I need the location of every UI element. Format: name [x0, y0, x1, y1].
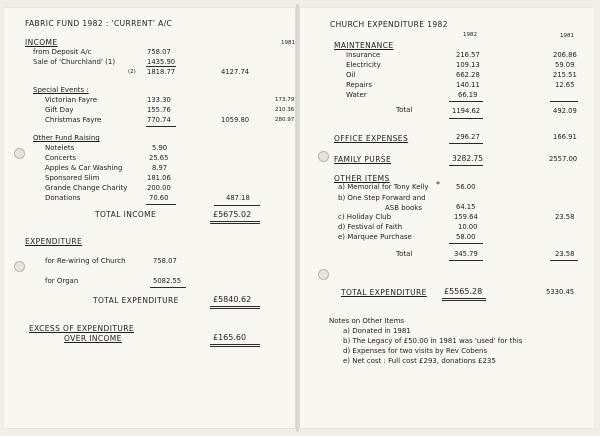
notelets-value: 5.90: [152, 144, 168, 152]
maintenance-rule: [449, 101, 483, 102]
total-expenditure-double-rule: [210, 306, 260, 309]
donations-value: 70.60: [149, 194, 169, 202]
donations-label: Donations: [45, 194, 81, 202]
memorial-label: a) Memorial for Tony Kelly: [338, 183, 429, 191]
victorian-label: Victorian Fayre: [45, 96, 98, 104]
gift-day-value: 155.76: [147, 106, 171, 114]
income-subtotal-rule: [214, 205, 260, 206]
excess-line-1: EXCESS OF EXPENDITURE: [29, 324, 134, 333]
victorian-1981: 173.79: [275, 97, 295, 103]
family-purse-label: FAMILY PURSE: [334, 155, 392, 164]
oil-label: Oil: [346, 71, 356, 79]
sale-label: Sale of 'Churchland' (1): [33, 58, 116, 66]
repairs-value: 140.11: [456, 81, 480, 89]
other-total-1981: 23.58: [555, 250, 575, 258]
office-expenses-value: 296.27: [456, 133, 480, 141]
maintenance-total-rule: [449, 118, 483, 119]
christmas-1981: 280.97: [275, 117, 295, 123]
maintenance-total-value: 1194.62: [452, 107, 481, 115]
oil-1981: 215.51: [553, 71, 577, 79]
other-total: 487.18: [226, 194, 250, 202]
water-label: Water: [346, 91, 367, 99]
one-step-label: b) One Step Forward and: [338, 194, 426, 202]
other-items-heading: OTHER ITEMS: [334, 174, 390, 183]
organ-label: for Organ: [45, 277, 79, 285]
grand-change-label: Grande Change Charity: [45, 184, 128, 192]
sponsored-label: Sponsored Slim: [45, 174, 100, 182]
repairs-label: Repairs: [346, 81, 373, 89]
note-a: a) Donated in 1981: [343, 327, 411, 335]
organ-value: 5082.55: [153, 277, 182, 285]
maintenance-heading: MAINTENANCE: [334, 41, 394, 50]
income-col-1981: 1981: [281, 40, 295, 46]
notes-heading: Notes on Other Items: [329, 317, 405, 325]
special-total: 1059.80: [221, 116, 250, 124]
marquee-label: e) Marquee Purchase: [338, 233, 412, 241]
note-d: d) Expenses for two visits by Rev Cobens: [343, 347, 488, 355]
apples-label: Apples & Car Washing: [45, 164, 123, 172]
festival-value: 10.00: [458, 223, 478, 231]
victorian-value: 133.30: [147, 96, 171, 104]
grand-total-1981: 5330.45: [546, 288, 575, 296]
water-value: 66.19: [458, 91, 478, 99]
note-e: e) Net cost : Full cost £293, donations £235: [343, 357, 496, 365]
total-income-double-rule: [210, 221, 260, 224]
sponsored-value: 181.06: [147, 174, 171, 182]
total-expenditure-label: TOTAL EXPENDITURE: [93, 296, 179, 305]
grand-total-label: TOTAL EXPENDITURE: [341, 288, 427, 297]
family-purse-value: 3282.75: [452, 154, 484, 163]
expenditure-heading: EXPENDITURE: [25, 237, 83, 246]
oil-value: 662.28: [456, 71, 480, 79]
asb-books-label: ASB books: [385, 204, 422, 212]
punch-hole-left-top: [14, 148, 25, 159]
total-expenditure-value: £5840.62: [213, 295, 252, 304]
grand-total-double-rule: [442, 298, 486, 301]
special-events-heading: Special Events :: [33, 86, 89, 94]
gift-day-label: Gift Day: [45, 106, 74, 114]
memorial-asterisk: *: [436, 180, 440, 189]
fabric-fund-title: FABRIC FUND 1982 : 'CURRENT' A/C: [25, 19, 173, 28]
holiday-club-value: 159.64: [454, 213, 478, 221]
electricity-value: 109.13: [456, 61, 480, 69]
insurance-value: 216.57: [456, 51, 480, 59]
note-b: b) The Legacy of £50.00 in 1981 was 'used' for this: [343, 337, 523, 345]
sale-value-1: 1435.90: [147, 58, 176, 66]
other-total-1981-rule: [550, 260, 578, 261]
other-items-rule: [449, 243, 483, 244]
insurance-label: Insurance: [346, 51, 381, 59]
church-expenditure-title: CHURCH EXPENDITURE 1982: [330, 20, 448, 29]
excess-value: £165.60: [213, 333, 247, 342]
one-step-value: 64.15: [456, 203, 476, 211]
sale-total: 4127.74: [221, 68, 250, 76]
rewiring-label: for Re-wiring of Church: [45, 257, 126, 265]
christmas-label: Christmas Fayre: [45, 116, 102, 124]
total-income-value: £5675.02: [213, 210, 252, 219]
other-rule: [146, 204, 176, 205]
sale-rule: [146, 66, 176, 67]
christmas-value: 770.74: [147, 116, 171, 124]
deposit-value: 758.07: [147, 48, 171, 56]
sale-value-2: 1818.77: [147, 68, 176, 76]
sale-index-2: (2): [128, 69, 136, 75]
organ-rule: [150, 287, 186, 288]
festival-label: d) Festival of Faith: [338, 223, 403, 231]
apples-value: 8.97: [152, 164, 168, 172]
electricity-label: Electricity: [346, 61, 381, 69]
special-rule: [146, 126, 176, 127]
family-rule: [449, 165, 483, 166]
maintenance-total-1981: 492.09: [553, 107, 577, 115]
electricity-1981: 59.09: [555, 61, 575, 69]
deposit-label: from Deposit A/c: [33, 48, 92, 56]
other-total-rule: [449, 260, 483, 261]
notelets-label: Notelets: [45, 144, 75, 152]
income-heading: INCOME: [25, 38, 58, 47]
punch-hole-left-bottom: [14, 261, 25, 272]
marquee-value: 58.00: [456, 233, 476, 241]
punch-hole-right-top: [318, 151, 329, 162]
grand-change-value: 200.00: [147, 184, 171, 192]
memorial-value: 56.00: [456, 183, 476, 191]
repairs-1981: 12.65: [555, 81, 575, 89]
holiday-club-1981: 23.58: [555, 213, 575, 221]
other-fund-heading: Other Fund Raising: [33, 134, 100, 142]
insurance-1981: 206.86: [553, 51, 577, 59]
maintenance-total-label: Total: [396, 106, 413, 114]
other-total-label: Total: [396, 250, 413, 258]
concerts-value: 25.65: [149, 154, 169, 162]
rewiring-value: 758.07: [153, 257, 177, 265]
office-expenses-label: OFFICE EXPENSES: [334, 134, 409, 143]
concerts-label: Concerts: [45, 154, 77, 162]
holiday-club-label: c) Holiday Club: [338, 213, 392, 221]
other-total-value: 345.79: [454, 250, 478, 258]
office-rule: [449, 143, 483, 144]
office-expenses-1981: 166.91: [553, 133, 577, 141]
total-income-label: TOTAL INCOME: [95, 210, 157, 219]
family-purse-1981: 2557.00: [549, 155, 578, 163]
col-1981: 1981: [560, 33, 574, 39]
binding-spine: [296, 4, 299, 432]
excess-line-2: OVER INCOME: [64, 334, 122, 343]
grand-total-value: £5565.28: [444, 287, 483, 296]
col-1982: 1982: [463, 32, 477, 38]
excess-double-rule: [210, 344, 260, 347]
gift-day-1981: 210.36: [275, 107, 295, 113]
maintenance-1981-rule: [550, 101, 578, 102]
punch-hole-right-bottom: [318, 269, 329, 280]
